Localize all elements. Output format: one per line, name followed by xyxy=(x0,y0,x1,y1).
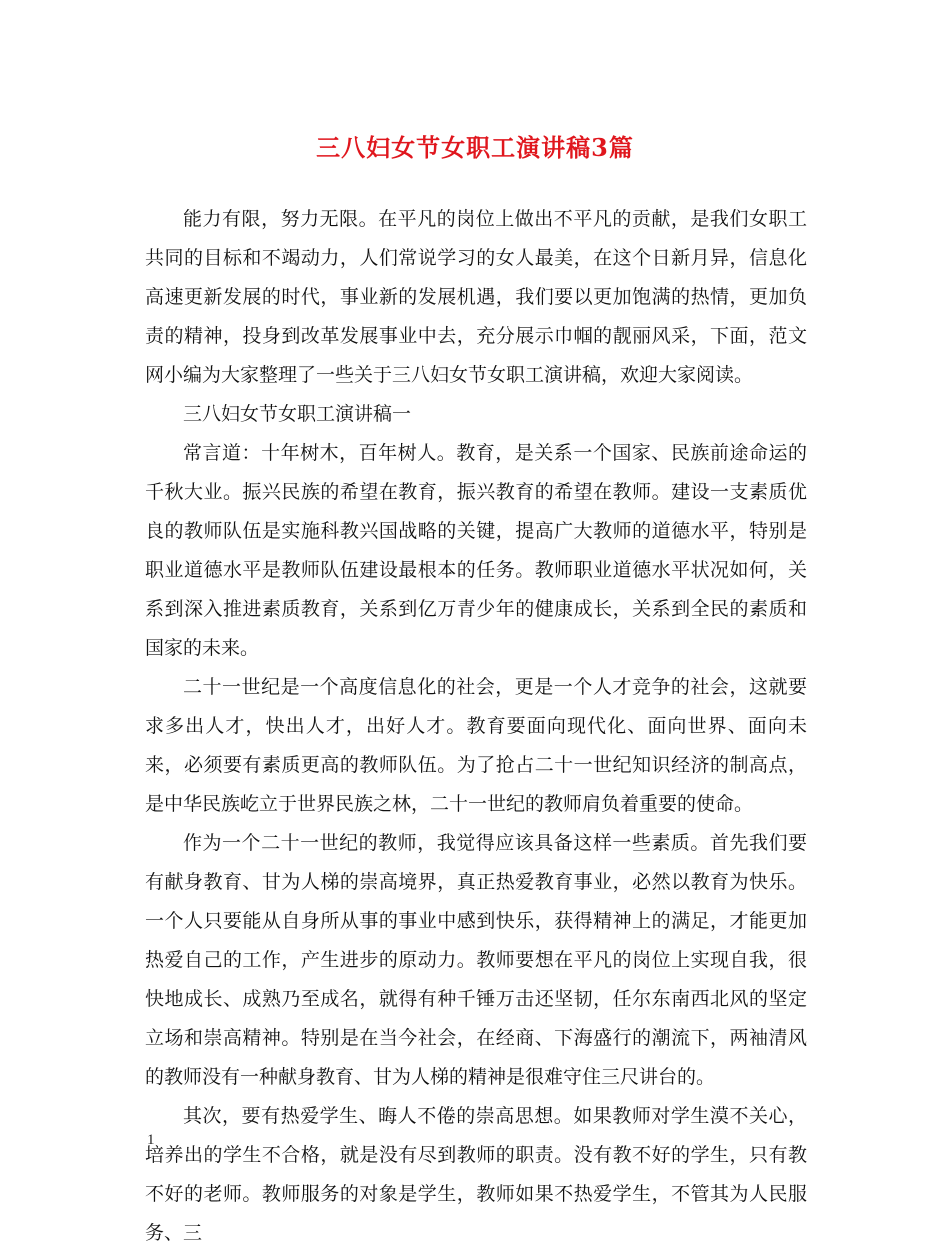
section-heading: 三八妇女节女职工演讲稿一 xyxy=(183,403,412,425)
body-paragraph: 二十一世纪是一个高度信息化的社会，更是一个人才竞争的社会，这就要求多出人才，快出人才，出好人才。教育要面向现代化、面向世界、面向未来，必须要有素质更高的教师队伍。为了抢占二十一世纪知识经济的制高点，是中华民族屹立于世界民族之林，二十一世纪的教师肩负着重要的使命。 xyxy=(145,676,807,815)
page-number: 1 xyxy=(147,1132,155,1148)
document-body xyxy=(145,200,807,1253)
document-title: 三八妇女节女职工演讲稿3篇 xyxy=(316,133,634,162)
body-paragraph: 常言道：十年树木，百年树人。教育，是关系一个国家、民族前途命运的千秋大业。振兴民族的希望在教育，振兴教育的希望在教师。建设一支素质优良的教师队伍是实施科教兴国战略的关键，提高广大教师的道德水平，特别是职业道德水平是教师队伍建设最根本的任务。教师职业道德水平状况如何，关系到深入推进素质教育，关系到亿万青少年的健康成长，关系到全民的素质和国家的未来。 xyxy=(145,442,807,659)
body-paragraph: 其次，要有热爱学生、晦人不倦的崇高思想。如果教师对学生漠不关心，培养出的学生不合格，就是没有尽到教师的职责。没有教不好的学生，只有教不好的老师。教师服务的对象是学生，教师如果不热爱学生，不管其为人民服务、三 xyxy=(145,1105,807,1244)
intro-paragraph: 能力有限，努力无限。在平凡的岗位上做出不平凡的贡献，是我们女职工共同的目标和不竭动力，人们常说学习的女人最美，在这个日新月异，信息化高速更新发展的时代，事业新的发展机遇，我们要以更加饱满的热情，更加负责的精神，投身到改革发展事业中去，充分展示巾帼的靓丽风采，下面，范文网小编为大家整理了一些关于三八妇女节女职工演讲稿，欢迎大家阅读。 xyxy=(145,208,807,386)
body-paragraph: 作为一个二十一世纪的教师，我觉得应该具备这样一些素质。首先我们要有献身教育、甘为人梯的崇高境界，真正热爱教育事业，必然以教育为快乐。一个人只要能从自身所从事的事业中感到快乐，获得精神上的满足，才能更加热爱自己的工作，产生进步的原动力。教师要想在平凡的岗位上实现自我，很快地成长、成熟乃至成名，就得有种千锤万击还坚韧，任尔东南西北风的坚定立场和崇高精神。特别是在当今社会，在经商、下海盛行的潮流下，两袖清风的教师没有一种献身教育、甘为人梯的精神是很难守住三尺讲台的。 xyxy=(145,832,807,1088)
